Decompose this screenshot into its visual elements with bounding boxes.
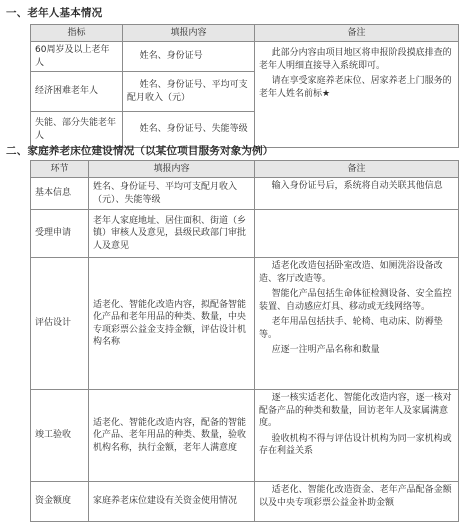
notes-cell bbox=[255, 482, 459, 522]
table-row bbox=[31, 42, 459, 72]
col-header-remarks: 备注 bbox=[255, 25, 459, 42]
content-cell: 姓名、身份证号、平均可支配月收入（元） bbox=[123, 72, 255, 112]
elderly-basic-info-table bbox=[30, 24, 459, 148]
table-row bbox=[31, 178, 459, 210]
note-text: 应逐一注明产品名称和数量 bbox=[271, 345, 380, 355]
col-header-notes: 备注 bbox=[255, 161, 459, 178]
notes-cell bbox=[255, 258, 459, 390]
content-cell: 适老化、智能化改造内容，拟配备智能化产品和老年用品的种类、数量，中央专项彩票公益金支持金额，评估设计机构名称 bbox=[89, 258, 255, 390]
col-header-indicator: 指标 bbox=[31, 25, 123, 42]
stage-cell: 评估设计 bbox=[31, 258, 89, 390]
stage-cell: 资金额度 bbox=[31, 482, 89, 522]
remark-text: 请在享受家庭养老床位、居家养老上门服务的老年人姓名前标★ bbox=[259, 76, 452, 99]
note-text: 适老化、智能化改造资金、老年产品配备金额以及中央专项彩票公益金补助金额 bbox=[259, 485, 452, 508]
notes-cell bbox=[255, 210, 459, 258]
col-header-content: 填报内容 bbox=[123, 25, 255, 42]
note-text: 适老化改造包括卧室改造、如厕洗浴设备改造、客厅改造等。 bbox=[259, 261, 443, 284]
remarks-cell bbox=[255, 42, 459, 148]
stage-cell: 竣工验收 bbox=[31, 390, 89, 482]
notes-cell bbox=[255, 178, 459, 210]
family-bed-construction-table bbox=[30, 160, 459, 522]
content-cell: 适老化、智能化改造内容，配备的智能化产品、老年用品的种类、数量，验收机构名称，执行金额，老年人满意度 bbox=[89, 390, 255, 482]
note-text: 智能化产品包括生命体征检测设备、安全监控装置、自动感应灯具、移动或无线网络等。 bbox=[259, 289, 452, 312]
content-cell: 家庭养老床位建设有关资金使用情况 bbox=[89, 482, 255, 522]
notes-cell bbox=[255, 390, 459, 482]
table-row bbox=[31, 210, 459, 258]
table-header-row bbox=[31, 25, 459, 42]
table-row bbox=[31, 258, 459, 390]
table-header-row bbox=[31, 161, 459, 178]
content-cell: 姓名、身份证号、平均可支配月收入（元）、失能等级 bbox=[89, 178, 255, 210]
remark-text: 此部分内容由项目地区将申报阶段摸底排查的老年人明细直接导入系统即可。 bbox=[259, 48, 452, 71]
table-row bbox=[31, 390, 459, 482]
section1-heading: 一、老年人基本情况 bbox=[6, 7, 103, 19]
table-row bbox=[31, 482, 459, 522]
indicator-cell: 失能、部分失能老年人 bbox=[31, 112, 123, 148]
content-cell: 姓名、身份证号 bbox=[123, 42, 255, 72]
content-cell: 老年人家庭地址、居住面积、街道（乡镇）审核人及意见，县级民政部门审批人及意见 bbox=[89, 210, 255, 258]
section2-heading: 二、家庭养老床位建设情况（以某位项目服务对象为例） bbox=[6, 145, 274, 157]
indicator-cell: 60周岁及以上老年人 bbox=[31, 42, 123, 72]
note-text: 老年用品包括扶手、轮椅、电动床、防褥垫等。 bbox=[259, 317, 443, 340]
note-text: 验收机构不得与评估设计机构为同一家机构或存在利益关系 bbox=[259, 433, 452, 456]
content-cell: 姓名、身份证号、失能等级 bbox=[123, 112, 255, 148]
stage-cell: 受理申请 bbox=[31, 210, 89, 258]
col-header-content: 填报内容 bbox=[89, 161, 255, 178]
note-text: 逐一核实适老化、智能化改造内容，逐一核对配备产品的种类和数量，回访老年人及家属满意度。 bbox=[259, 393, 452, 428]
col-header-stage: 环节 bbox=[31, 161, 89, 178]
stage-cell: 基本信息 bbox=[31, 178, 89, 210]
note-text: 输入身份证号后，系统将自动关联其他信息 bbox=[271, 181, 443, 191]
indicator-cell: 经济困难老年人 bbox=[31, 72, 123, 112]
